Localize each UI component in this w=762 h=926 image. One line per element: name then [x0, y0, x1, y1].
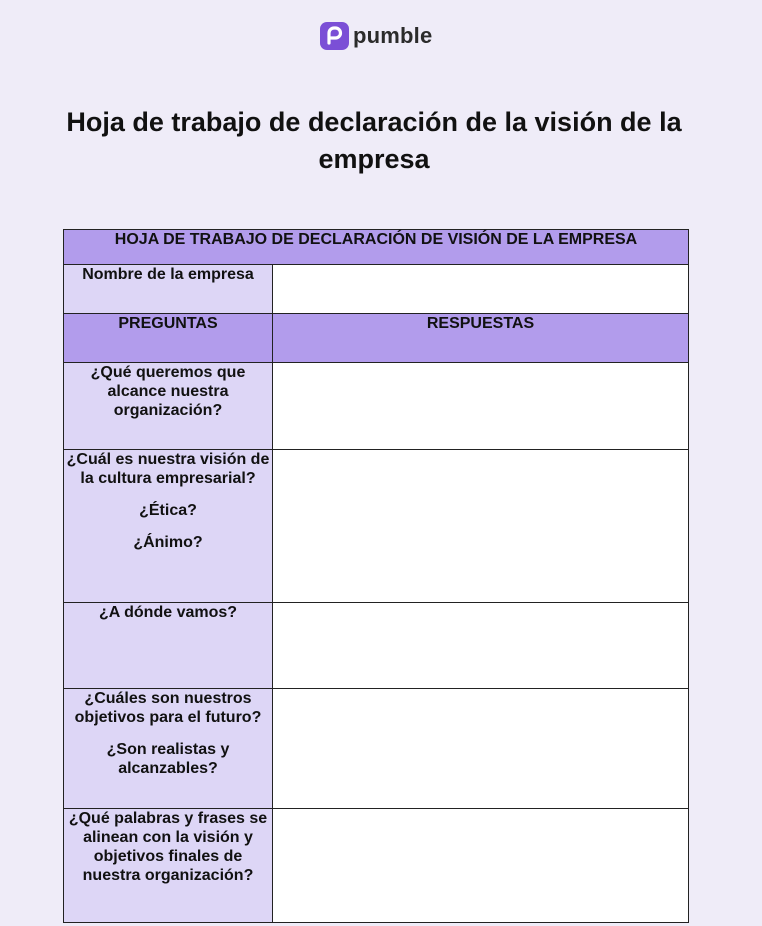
pumble-logo — [320, 22, 432, 50]
question-cell — [64, 603, 273, 689]
question-cell — [64, 809, 273, 923]
logo-text: pumble — [353, 23, 433, 48]
company-name-field[interactable] — [273, 265, 689, 314]
answer-cell[interactable] — [273, 689, 689, 809]
answer-cell[interactable] — [273, 809, 689, 923]
question-cell — [64, 363, 273, 450]
column-header-questions: PREGUNTAS — [64, 314, 273, 363]
question-cell — [64, 689, 273, 809]
question-text: ¿Cuáles son nuestros objetivos para el futuro? — [74, 690, 262, 726]
question-subtext: ¿Ética? — [139, 502, 197, 519]
question-text: ¿A dónde vamos? — [98, 604, 238, 621]
answer-cell[interactable] — [273, 363, 689, 450]
question-cell — [64, 450, 273, 603]
question-subtext: ¿Son realistas y alcanzables? — [106, 741, 230, 777]
pumble-logo-icon — [320, 22, 349, 50]
column-header-answers: RESPUESTAS — [273, 314, 689, 363]
question-text: ¿Qué queremos que alcance nuestra organización? — [90, 364, 246, 419]
vision-worksheet-table — [63, 229, 689, 923]
question-subtext: ¿Ánimo? — [133, 534, 203, 551]
question-text: ¿Qué palabras y frases se alinean con la visión y objetivos finales de nuestra organización? — [68, 810, 268, 884]
question-text: ¿Cuál es nuestra visión de la cultura empresarial? — [66, 451, 270, 487]
page-title: Hoja de trabajo de declaración de la visión de la empresa — [66, 107, 682, 174]
answer-cell[interactable] — [273, 603, 689, 689]
worksheet-header: HOJA DE TRABAJO DE DECLARACIÓN DE VISIÓN DE LA EMPRESA — [64, 230, 689, 265]
answer-cell[interactable] — [273, 450, 689, 603]
company-name-label: Nombre de la empresa — [64, 265, 273, 314]
